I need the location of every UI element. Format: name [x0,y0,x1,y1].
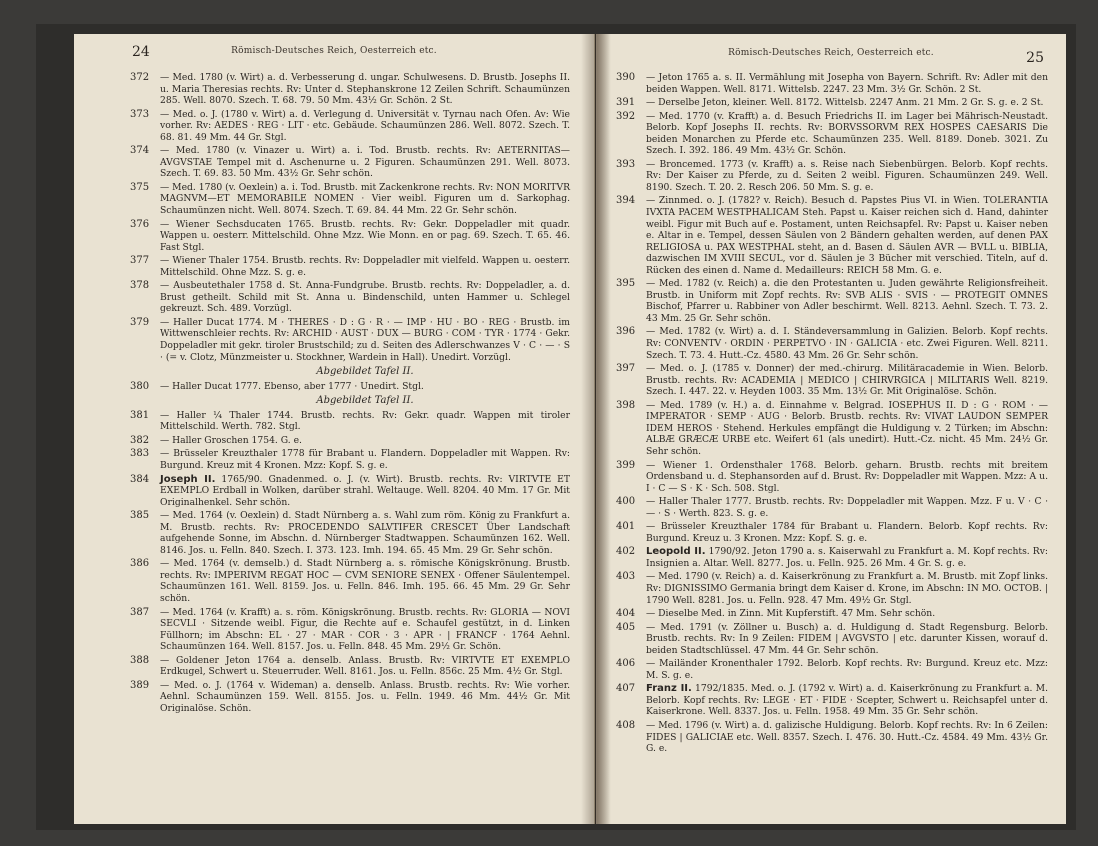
catalog-entry [616,97,1048,109]
entry-description: — Med. 1780 (v. Oexlein) a. i. Tod. Brustb. mit Zackenkrone rechts. Rv: NON MORITVR MAGNVM—ET MEMORABILE NOMEN · Vier weibl. Figuren um d. Sarkophag. Schaumünzen nicht. Well. 8074. Szech. T. 69. 84. 44 Mm. 22 Gr. Sehr schön. [160,181,570,217]
ruler-name: Franz II. [646,683,692,695]
page-number: 25 [1026,50,1044,66]
entry-text [160,510,570,556]
entry-description: — Wiener Sechsducaten 1765. Brustb. rechts. Rv: Gekr. Doppeladler mit quadr. Wappen u. oesterr. Mittelschild. Ohne Mzz. Wie Monn. en or pag. 69. Szech. T. 65. 46. Fast Stgl. [160,218,570,253]
entry-text [646,658,1048,681]
entry-description: — Haller ¼ Thaler 1744. Brustb. rechts. Rv: Gekr. quadr. Wappen mit tiroler Mittelschild. Werth. 782. Stgl. [160,409,570,433]
lot-number: 373 [130,108,150,120]
entry-description: — Haller Ducat 1777. Ebenso, aber 1777 · Unedirt. Stgl. [160,380,424,392]
catalog-entry [130,435,570,447]
entry-description: — Brüsseler Kreuzthaler 1784 für Brabant u. Flandern. Belorb. Kopf rechts. Rv: Burgund. Kreuz u. 3 Kronen. Mzz: Kopf. S. g. e. [646,521,1048,544]
entry-text [160,410,570,433]
entry-text [646,608,1048,620]
entry-text [160,435,570,447]
entry-description: — Broncemed. 1773 (v. Krafft) a. s. Reise nach Siebenbürgen. Belorb. Kopf rechts. Rv: Der Kaiser zu Pferde, zu d. Seiten 2 weibl. Figuren. Schaumünzen 249. Well. 8190. Szech. T. 20. 2. Resch 206. 50 Mm. S. g. e. [646,158,1048,193]
right-page [596,34,1066,824]
entry-description: — Jeton 1765 a. s. II. Vermählung mit Josepha von Bayern. Schrift. Rv: Adler mit den beiden Wappen. Well. 8171. Wittelsb. 2247. 23 Mm. 3½ Gr. Schön. 2 St. [646,72,1048,95]
catalog-entry [616,571,1048,606]
lot-number: 408 [616,719,636,731]
catalog-entry [130,381,570,393]
entry-description: — Wiener Thaler 1754. Brustb. rechts. Rv: Doppeladler mit vielfeld. Wappen u. oesterr. Mittelschild. Ohne Mzz. S. g. e. [160,255,570,278]
lot-number: 382 [130,434,150,446]
lot-number: 390 [616,72,636,83]
entry-text [646,195,1048,276]
catalog-entry [616,608,1048,620]
catalog-entry [616,460,1048,495]
catalog-entry [616,521,1048,544]
entry-description: — Med. 1782 (v. Reich) a. die den Protestanten u. Juden gewährte Religionsfreiheit. Brustb. in Uniform mit Zopf rechts. Rv: SVB ALIS · SVIS · — PROTEGIT OMNES Bischof, Pfarrer u. Rabbiner von Adler beschirmt. Well. 8213. Aehnl. Szech. T. 73. 2. 43 Mm. 25 Gr. Sehr schön. [646,278,1048,324]
entry-text [646,683,1048,718]
entry-text [646,72,1048,95]
entry-text [160,317,570,363]
entry-description: — Derselbe Jeton, kleiner. Well. 8172. Wittelsb. 2247 Anm. 21 Mm. 2 Gr. S. g. e. 2 St. [646,97,1044,109]
lot-number: 385 [130,510,150,522]
entry-text [160,607,570,653]
lot-number: 396 [616,326,636,338]
entry-text [160,182,570,217]
catalog-entry [130,510,570,556]
catalog-entry [130,558,570,604]
entry-text [160,72,570,107]
entry-text [646,278,1048,324]
entry-description: — Mailänder Kronenthaler 1792. Belorb. Kopf rechts. Rv: Burgund. Kreuz etc. Mzz: M. S. g. e. [646,658,1048,681]
entry-text [160,655,570,678]
entry-text [646,97,1048,109]
entry-description: — Ausbeutethaler 1758 d. St. Anna-Fundgrube. Brustb. rechts. Rv: Doppeladler, a. d. Brust getheilt. Schild mit St. Anna u. Bindenschild, unten Hammer u. Schlegel gekreuzt. Sch. 489. Vorzügl. [160,280,570,315]
entry-description: — Med. o. J. (1780 v. Wirt) a. d. Verlegung d. Universität v. Tyrnau nach Ofen. Av: Wie vorher. Rv: AEDES · REG · LIT · etc. Gebäude. Schaumünzen 286. Well. 8072. Szech. T. 68. 81. 49 Mm. 44 Gr. Stgl. [160,108,570,143]
entry-description: — Med. 1790 (v. Reich) a. d. Kaiserkrönung zu Frankfurt a. M. Brustb. mit Zopf links. Rv: DIGNISSIMO Germania bringt dem Kaiser d. Krone, im Abschn: IN MO. OCTOB. | 1790 Well. 8281. Jos. u. Felln. 928. 47 Mm. 49½ Gr. Stgl. [646,571,1048,606]
catalog-entry [130,607,570,653]
entry-text [160,145,570,180]
lot-number: 399 [616,459,636,471]
lot-number: 375 [130,181,150,193]
catalog-entry [130,655,570,678]
lot-number: 379 [130,316,150,328]
entry-description: — Goldener Jeton 1764 a. denselb. Anlass. Brustb. Rv: VIRTVTE ET EXEMPLO Erdkugel, Schwert u. Steuerruder. Well. 8161. Jos. u. Felln. 856c. 25 Mm. 4½ Gr. Stgl. [160,654,570,678]
left-page [74,34,595,824]
entry-text [646,363,1048,398]
catalog-entry [616,159,1048,194]
catalog-entry [616,720,1048,755]
lot-number: 403 [616,571,636,583]
plate-reference: Abgebildet Tafel II. [316,366,414,378]
lot-number: 400 [616,496,636,508]
catalog-entry [130,448,570,471]
page-number: 24 [132,44,150,60]
entry-description: — Med. 1789 (v. H.) a. d. Einnahme v. Belgrad. IOSEPHUS II. D : G · ROM · — IMPERATOR · SEMP · AUG · Belorb. Brustb. rechts. Rv: VIVAT LAUDON SEMPER IDEM HEROS · Stehend. Herkules empfängt die Huldigung v. 2 Türken; im Abschn: ALBÆ GRÆCÆ URBE etc. Weifert 61 (als unedirt). Hutt.-Cz. nicht. 45 Mm. 24½ Gr. Sehr schön. [646,399,1048,457]
lot-number: 397 [616,363,636,375]
entry-text [646,111,1048,157]
entry-description: — Brüsseler Kreuzthaler 1778 für Brabant u. Flandern. Doppeladler mit Wappen. Rv: Burgund. Kreuz mit 4 Kronen. Mzz: Kopf. S. g. e. [160,448,570,471]
lot-number: 402 [616,546,636,558]
lot-number: 387 [130,606,150,618]
entry-text [646,571,1048,606]
entry-text [160,255,570,278]
entry-text [160,109,570,144]
entry-description: — Wiener 1. Ordensthaler 1768. Belorb. geharn. Brustb. rechts mit breitem Ordensband u. d. Stephansorden auf d. Brust. Rv: Doppeladler mit Wappen. Mzz: A u. I · C — S · K · Sch. 508. Stgl. [646,459,1048,494]
lot-number: 372 [130,72,150,83]
running-head: Römisch-Deutsches Reich, Oesterreich etc. [231,46,437,56]
book-scan [36,24,1076,830]
lot-number: 395 [616,278,636,290]
entry-text [646,720,1048,755]
lot-number: 404 [616,608,636,620]
entry-description: — Med. 1770 (v. Krafft) a. d. Besuch Friedrichs II. im Lager bei Mährisch-Neustadt. Belorb. Kopf Josephs II. rechts. Rv: BORVSSORVM REX HOSPES CAESARIS Die beiden Monarchen zu Pferde etc. Schaumünzen 235. Well. 8189. Doneb. 3021. Zu Szech. I. 392. 186. 49 Mm. 43½ Gr. Schön. [646,110,1048,157]
entry-description: 1765/90. Gnadenmed. o. J. (v. Wirt). Brustb. rechts. Rv: VIRTVTE ET EXEMPLO Erdball in Wolken, darüber strahl. Weltauge. Well. 8204. 40 Mm. 17 Gr. Mit Originalhenkel. Sehr schön. [160,473,570,508]
lot-number: 388 [130,654,150,666]
lot-number: 401 [616,521,636,533]
lot-number: 376 [130,218,150,230]
entry-text [646,326,1048,361]
lot-number: 377 [130,255,150,267]
lot-number: 392 [616,110,636,122]
lot-number: 389 [130,679,150,691]
entry-description: — Med. 1796 (v. Wirt) a. d. galizische Huldigung. Belorb. Kopf rechts. Rv: In 6 Zeilen: FIDES | GALICIAE etc. Well. 8357. Szech. I. 476. 30. Hutt.-Cz. 4584. 49 Mm. 43½ Gr. G. e. [646,719,1048,755]
entry-description: — Med. 1780 (v. Wirt) a. d. Verbesserung d. ungar. Schulwesens. D. Brustb. Josephs II. u. Maria Theresias rechts. Rv: Unter d. Stephanskrone 12 Zeilen Schrift. Schaumünzen 285. Well. 8070. Szech. T. 68. 79. 50 Mm. 43½ Gr. Schön. 2 St. [160,72,570,107]
lot-number: 391 [616,97,636,109]
entry-description: — Med. 1764 (v. Krafft) a. s. röm. Königskrönung. Brustb. rechts. Rv: GLORIA — NOVI SECVLI · Sitzende weibl. Figur, die Rechte auf e. Schaufel gestützt, in d. Linken Füllhorn; im Abschn: EL · 27 · MAR · COR · 3 · APR · | FRANCF · 1764 Aehnl. Schaumünzen 164. Well. 8157. Jos. u. Felln. 848. 45 Mm. 29½ Gr. Schön. [160,606,570,653]
entry-text [160,474,570,509]
entry-description: — Med. 1764 (v. Oexlein) d. Stadt Nürnberg a. s. Wahl zum röm. König zu Frankfurt a. M. Brustb. rechts. Rv: PROCEDENDO SALVTIFER CRESCET Über Landschaft aufgehende Sonne, im Abschn. d. Nürnberger Stadtwappen. Schaumünzen 162. Well. 8146. Jos. u. Felln. 840. Szech. I. 373. 123. Imh. 194. 65. 45 Mm. 29 Gr. Sehr schön. [160,510,570,556]
catalog-entry [130,182,570,217]
entry-description: — Med. 1791 (v. Zöllner u. Busch) a. d. Huldigung d. Stadt Regensburg. Belorb. Brustb. rechts. Rv: In 9 Zeilen: FIDEM | AVGVSTO | etc. darunter Kissen, worauf d. beiden Stadtschlüssel. 47 Mm. 44 Gr. Sehr schön. [646,621,1048,656]
catalog-entry [130,410,570,433]
entry-text [160,219,570,254]
entry-description: — Med. o. J. (1785 v. Donner) der med.-chirurg. Militäracademie in Wien. Belorb. Brustb. rechts. Rv: ACADEMIA | MEDICO | CHIRVRGICA | MILITARIS Well. 8219. Szech. I. 447. 22. v. Heyden 1003. 35 Mm. 13½ Gr. Mit Originalöse. Schön. [646,363,1048,398]
entry-text [646,159,1048,194]
page-shadow [596,34,610,824]
entry-text [160,680,570,715]
entry-text [646,400,1048,458]
lot-number: 380 [130,380,150,392]
catalog-entry [616,72,1048,95]
catalog-entry [130,72,570,107]
entry-text [160,558,570,604]
catalog-entry [616,658,1048,681]
catalog-entry [616,111,1048,157]
entry-description: — Haller Thaler 1777. Brustb. rechts. Rv: Doppeladler mit Wappen. Mzz. F u. V · C · — · S · Werth. 823. S. g. e. [646,496,1048,519]
catalog-entry [130,680,570,715]
lot-number: 378 [130,280,150,292]
entry-description: — Med. 1782 (v. Wirt) a. d. I. Ständeversammlung in Galizien. Belorb. Kopf rechts. Rv: CONVENTV · ORDIN · PERPETVO · IN · GALICIA · etc. Zwei Figuren. Well. 8211. Szech. T. 73. 4. Hutt.-Cz. 4580. 43 Mm. 26 Gr. Sehr schön. [646,326,1048,361]
lot-number: 406 [616,658,636,670]
catalog-entry [130,219,570,254]
entry-description: — Med. o. J. (1764 v. Wideman) a. denselb. Anlass. Brustb. rechts. Rv: Wie vorher. Aehnl. Schaumünzen 159. Well. 8155. Jos. u. Felln. 1949. 46 Mm. 44½ Gr. Mit Originalöse. Schön. [160,679,570,714]
entry-text [160,381,570,393]
entry-description: — Haller Groschen 1754. G. e. [160,434,302,446]
entry-description: 1792/1835. Med. o. J. (1792 v. Wirt) a. d. Kaiserkrönung zu Frankfurt a. M. Belorb. Kopf rechts. Rv: LEGE · ET · FIDE · Scepter, Schwert u. Reichsapfel unter d. Kaiserkrone. Well. 8337. Jos. u. Felln. 1958. 49 Mm. 35 Gr. Sehr schön. [646,683,1048,718]
lot-number: 386 [130,558,150,570]
catalog-entry [616,195,1048,276]
catalog-entry [616,496,1048,519]
lot-number: 398 [616,399,636,411]
entry-text [160,280,570,315]
catalog-column [616,72,1048,757]
entry-description: — Med. 1764 (v. demselb.) d. Stadt Nürnberg a. s. römische Königskrönung. Brustb. rechts. Rv: IMPERIVM REGAT HOC — CVM SENIORE SENEX · Offener Säulentempel. Schaumünzen 161. Well. 8159. Jos. u. Felln. 846. Imh. 195. 66. 45 Mm. 29 Gr. Sehr schön. [160,558,570,604]
lot-number: 381 [130,409,150,421]
lot-number: 405 [616,621,636,633]
catalog-entry [130,145,570,180]
entry-text [646,496,1048,519]
entry-text [646,622,1048,657]
entry-description: — Dieselbe Med. in Zinn. Mit Kupferstift. 47 Mm. Sehr schön. [646,608,936,620]
catalog-entry [616,363,1048,398]
catalog-entry [616,683,1048,718]
catalog-entry [130,474,570,509]
catalog-entry [616,622,1048,657]
entry-description: — Haller Ducat 1774. M · THERES · D : G · R · — IMP · HU · BO · REG · Brustb. im Wittwenschleier rechts. Rv: ARCHID · AUST · DUX — BURG · COM · TYR · 1774 · Gekr. Doppeladler mit gekr. tiroler Brustschild; zu d. Seiten des Adlerschwanzes V · C · — · S · (= v. Clotz, Münzmeister u. Stockhner, Wardein in Hall). Unedirt. Vorzügl. [160,316,570,363]
lot-number: 394 [616,195,636,207]
lot-number: 383 [130,448,150,460]
entry-text [646,521,1048,544]
catalog-entry [130,317,570,363]
catalog-entry [616,546,1048,569]
catalog-entry [616,326,1048,361]
entry-description: — Zinnmed. o. J. (1782? v. Reich). Besuch d. Papstes Pius VI. in Wien. TOLERANTIA IVXTA PACEM WESTPHALICAM Steh. Papst u. Kaiser reichen sich d. Hand, dahinter weibl. Figur mit Buch auf e. Postament, unten Reichsapfel. Rv: Papst u. Kaiser neben e. Altar in e. Tempel, dessen Säulen von 2 Bändern gehalten werden, auf denen PAX RELIGIOSA u. PAX WESTPHAL steht, an d. Basen d. Säulen AVR — BVLL u. BIBLIA, dazwischen IM XVIII SECUL, vor d. Säulen je 3 Bücher mit verschied. Titeln, auf d. Rücken des einen d. Name d. Medailleurs: REICH 58 Mm. G. e. [646,195,1048,276]
lot-number: 374 [130,145,150,157]
catalog-entry [616,400,1048,458]
catalog-entry [130,109,570,144]
lot-number: 384 [130,473,150,485]
lot-number: 407 [616,683,636,695]
entry-text [646,546,1048,569]
catalog-entry [130,255,570,278]
plate-reference: Abgebildet Tafel II. [316,395,414,407]
entry-text [646,460,1048,495]
catalog-column [130,72,570,716]
ruler-name: Leopold II. [646,546,706,558]
entry-text [160,448,570,471]
catalog-entry [616,278,1048,324]
running-head: Römisch-Deutsches Reich, Oesterreich etc. [728,48,934,58]
entry-description: 1790/92. Jeton 1790 a. s. Kaiserwahl zu Frankfurt a. M. Kopf rechts. Rv: Insignien a. Altar. Well. 8277. Jos. u. Felln. 925. 26 Mm. 4 Gr. S. g. e. [646,546,1048,569]
ruler-name: Joseph II. [160,473,216,485]
lot-number: 393 [616,158,636,170]
catalog-entry [130,280,570,315]
entry-description: — Med. 1780 (v. Vinazer u. Wirt) a. i. Tod. Brustb. rechts. Rv: AETERNITAS— AVGVSTAE Tempel mit d. Aschenurne u. 2 Figuren. Schaumünzen 291. Well. 8073. Szech. T. 69. 83. 50 Mm. 43½ Gr. Sehr schön. [160,145,570,180]
